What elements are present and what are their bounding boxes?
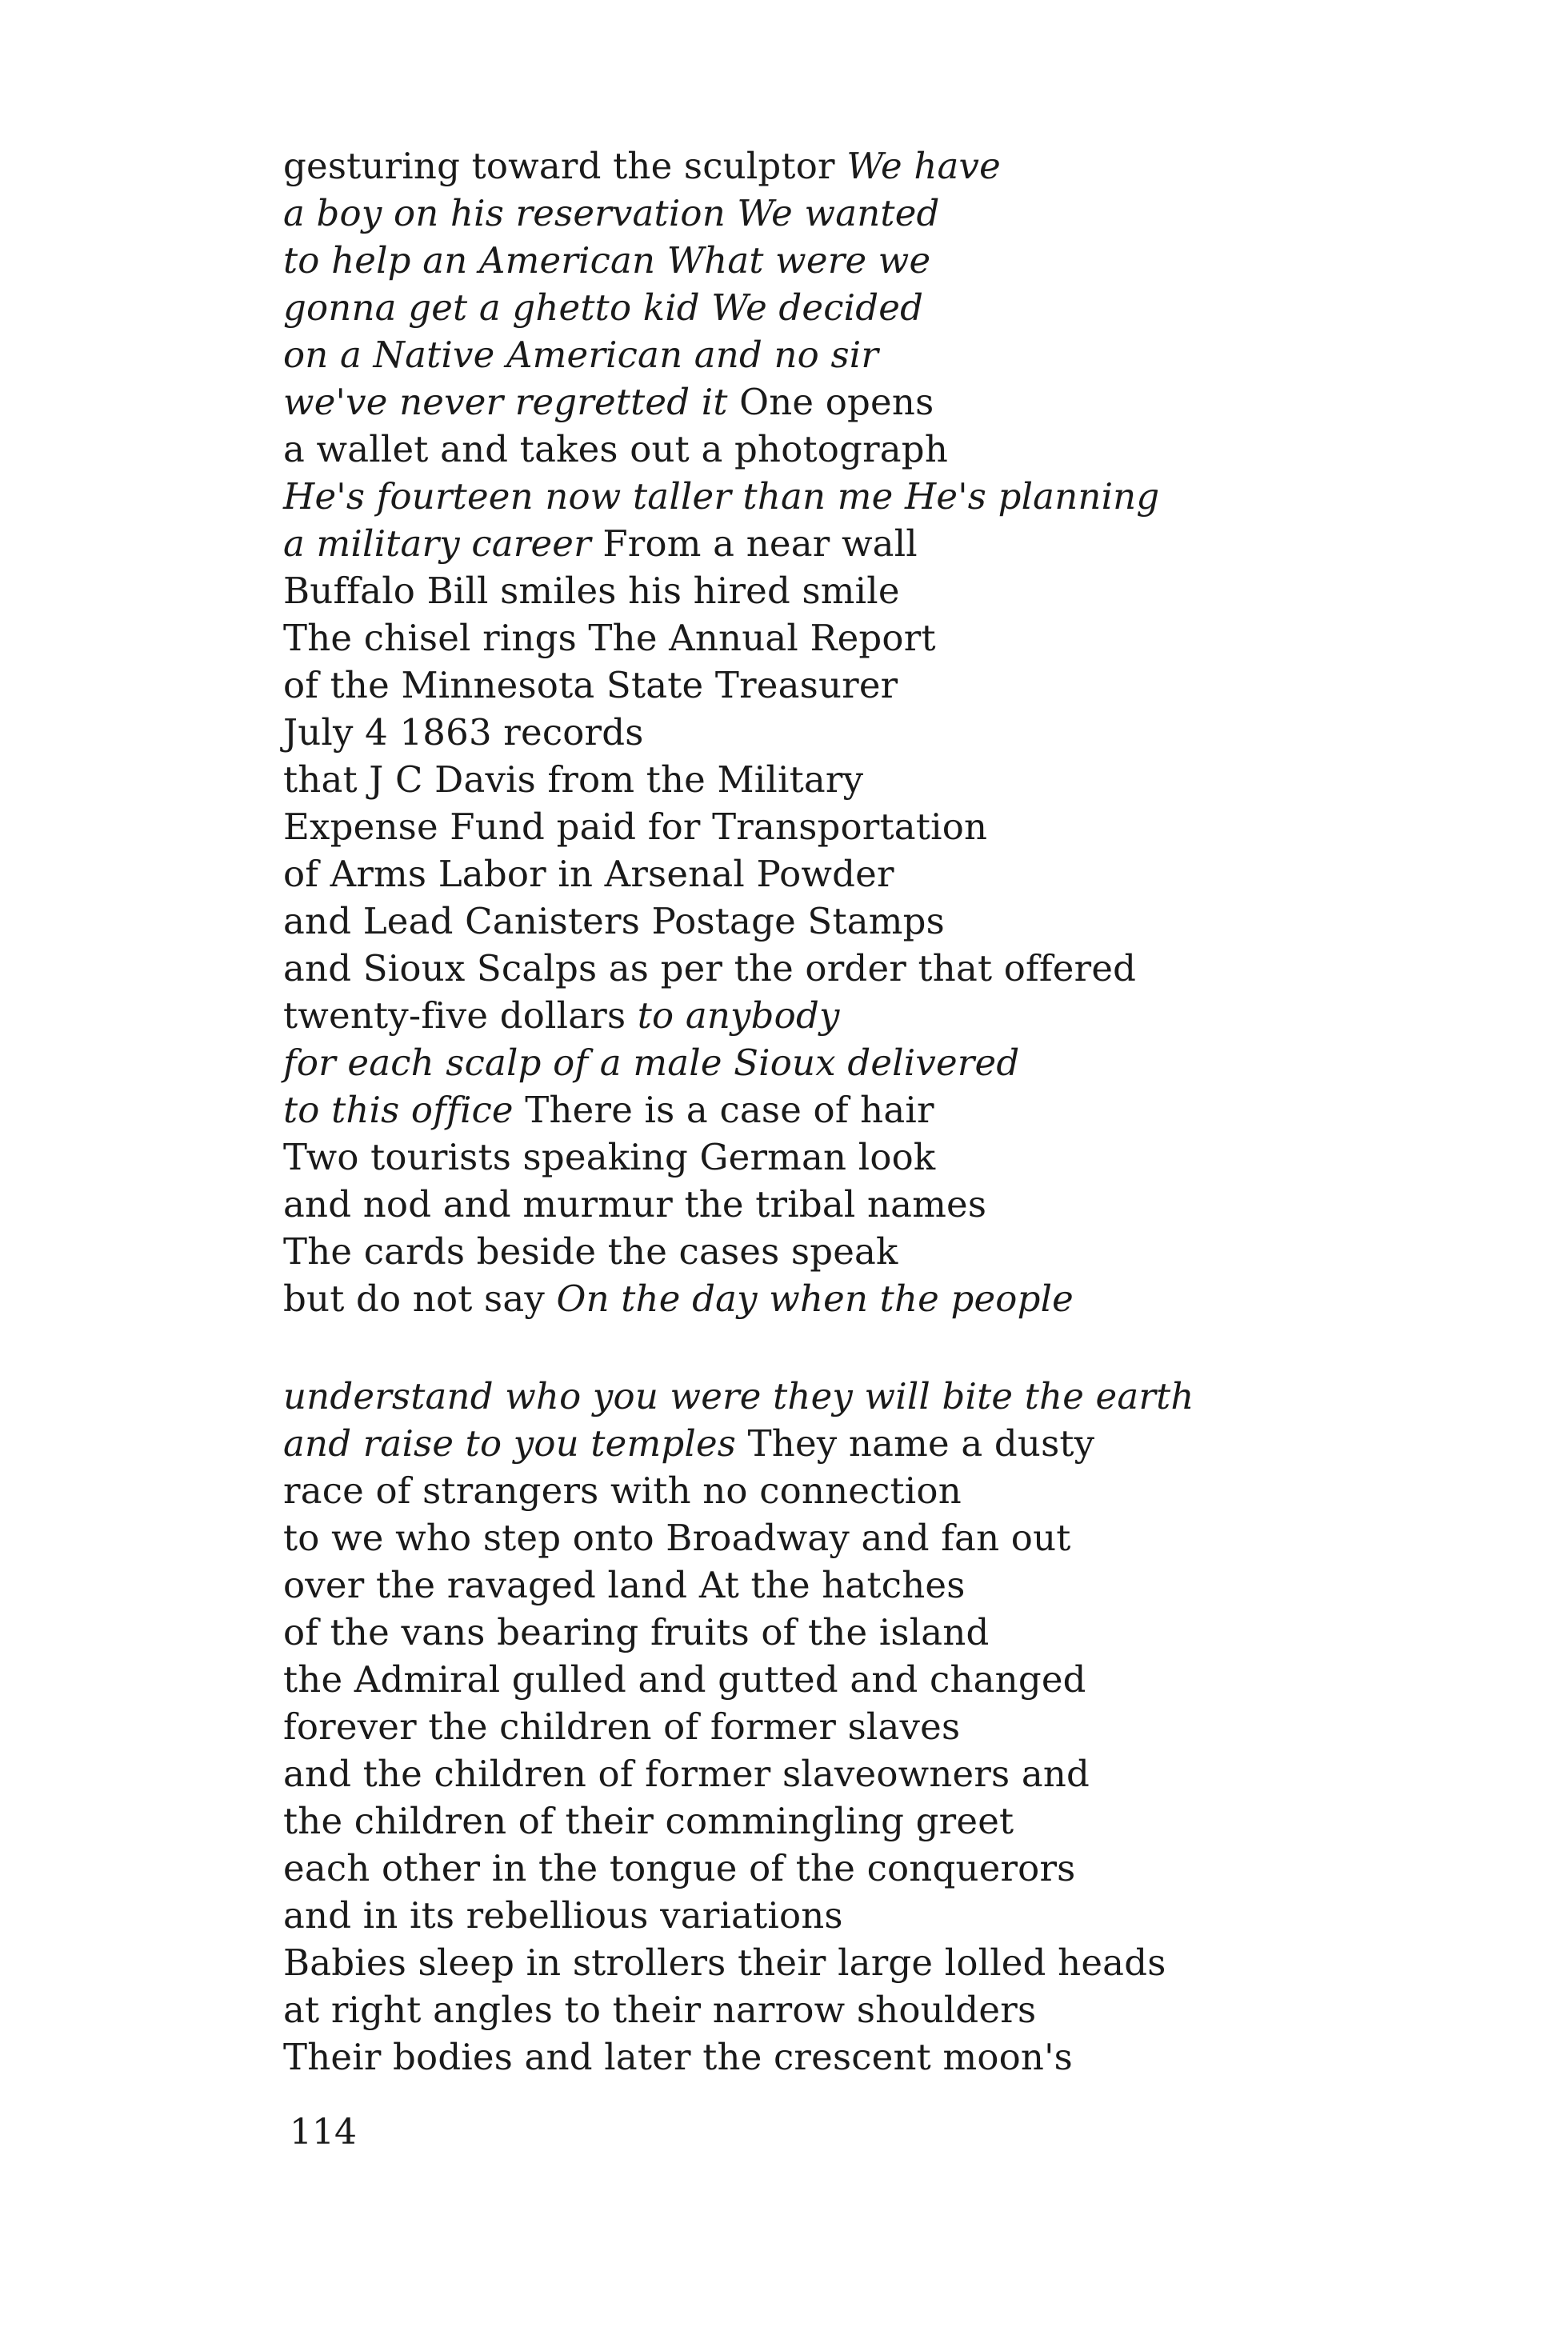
roman-segment: Babies sleep in strollers their large lolled heads — [283, 1941, 1166, 1984]
roman-segment: The chisel rings The Annual Report — [283, 617, 936, 659]
roman-segment: and the children of former slaveowners and — [283, 1753, 1090, 1795]
roman-segment: of the Minnesota State Treasurer — [283, 664, 898, 706]
poem-line — [283, 992, 840, 1039]
roman-segment: the children of their commingling greet — [283, 1800, 1014, 1842]
roman-segment: to we who step onto Broadway and fan out — [283, 1517, 1071, 1559]
roman-segment: Two tourists speaking German look — [283, 1136, 936, 1178]
poem-line — [283, 1420, 1094, 1467]
poem-line — [283, 898, 945, 945]
poem-line — [283, 1181, 986, 1228]
poem-line — [283, 284, 923, 331]
poem-line — [283, 1797, 1014, 1845]
roman-segment: of Arms Labor in Arsenal Powder — [283, 853, 894, 895]
roman-segment: and Sioux Scalps as per the order that offered — [283, 947, 1137, 990]
italic-segment: and raise to you temples — [283, 1422, 737, 1465]
poem-line — [283, 1939, 1166, 1986]
poem-line — [283, 1656, 1086, 1703]
poem-line — [283, 1228, 898, 1275]
italic-segment: to anybody — [637, 994, 840, 1037]
poem-line — [283, 142, 1001, 190]
roman-segment: forever the children of former slaves — [283, 1705, 961, 1748]
poem-line — [283, 1845, 1075, 1892]
poem-line — [283, 1275, 1074, 1322]
poem-line — [283, 1134, 935, 1181]
roman-segment: each other in the tongue of the conquerors — [283, 1847, 1076, 1889]
poem-line — [283, 1986, 1036, 2033]
italic-segment: understand who you were they will bite the earth — [283, 1375, 1194, 1417]
poem-line — [283, 614, 936, 662]
poem-line — [283, 1892, 843, 1939]
poem-line — [283, 1467, 962, 1514]
roman-segment: of the vans bearing fruits of the island — [283, 1611, 990, 1653]
italic-segment: He's fourteen now taller than me He's planning — [283, 475, 1160, 518]
poem-line — [283, 426, 948, 473]
roman-segment: and in its rebellious variations — [283, 1894, 843, 1937]
roman-segment: but do not say — [283, 1277, 557, 1320]
roman-segment: The cards beside the cases speak — [283, 1230, 898, 1273]
italic-segment: We have — [846, 145, 1001, 187]
roman-segment: gesturing toward the sculptor — [283, 145, 847, 187]
poem-line — [283, 1750, 1090, 1797]
roman-segment: at right angles to their narrow shoulders — [283, 1989, 1037, 2031]
italic-segment: we've never regretted it — [283, 381, 728, 423]
roman-segment: and nod and murmur the tribal names — [283, 1183, 987, 1225]
roman-segment: One opens — [727, 381, 934, 423]
poem-line — [283, 803, 987, 850]
page-number: 114 — [290, 2112, 357, 2153]
roman-segment: Buffalo Bill smiles his hired smile — [283, 570, 900, 612]
poem-line — [283, 473, 1159, 520]
poem-line — [283, 567, 900, 614]
poem-line — [283, 945, 1136, 992]
poem-line — [283, 1373, 1194, 1420]
poem-line — [283, 1514, 1071, 1561]
roman-segment: From a near wall — [590, 522, 918, 565]
italic-segment: a boy on his reservation We wanted — [283, 192, 940, 234]
poem-line — [283, 756, 863, 803]
poem-line — [283, 1561, 966, 1609]
italic-segment: to this office — [283, 1089, 514, 1131]
roman-segment: a wallet and takes out a photograph — [283, 428, 948, 470]
poem-line — [283, 1703, 960, 1750]
italic-segment: a military career — [283, 522, 591, 565]
poem-line — [283, 378, 934, 426]
italic-segment: for each scalp of a male Sioux delivered — [283, 1042, 1020, 1084]
poem-line — [283, 190, 940, 237]
roman-segment: Expense Fund paid for Transportation — [283, 806, 988, 848]
roman-segment: over the ravaged land At the hatches — [283, 1564, 966, 1606]
roman-segment: There is a case of hair — [513, 1089, 934, 1131]
roman-segment: They name a dusty — [736, 1422, 1095, 1465]
roman-segment: race of strangers with no connection — [283, 1469, 962, 1512]
poem-line — [283, 850, 894, 898]
roman-segment: and Lead Canisters Postage Stamps — [283, 900, 945, 942]
roman-segment: July 4 1863 records — [283, 711, 644, 754]
italic-segment: gonna get a ghetto kid We decided — [283, 286, 924, 329]
roman-segment: twenty-five dollars — [283, 994, 638, 1037]
roman-segment: Their bodies and later the crescent moon's — [283, 2036, 1073, 2078]
poem-line — [283, 662, 898, 709]
roman-segment: that J C Davis from the Military — [283, 758, 864, 801]
poem-line — [283, 331, 878, 378]
roman-segment: the Admiral gulled and gutted and changed — [283, 1658, 1086, 1701]
poem-line — [283, 709, 644, 756]
poem-line — [283, 2033, 1073, 2081]
poem-line — [283, 1609, 990, 1656]
poem-line — [283, 520, 918, 567]
italic-segment: to help an American What were we — [283, 239, 931, 282]
poem-line — [283, 1039, 1019, 1086]
italic-segment: On the day when the people — [556, 1277, 1074, 1320]
poem-line — [283, 1086, 934, 1134]
italic-segment: on a Native American and no sir — [283, 334, 879, 376]
poem-line — [283, 237, 930, 284]
